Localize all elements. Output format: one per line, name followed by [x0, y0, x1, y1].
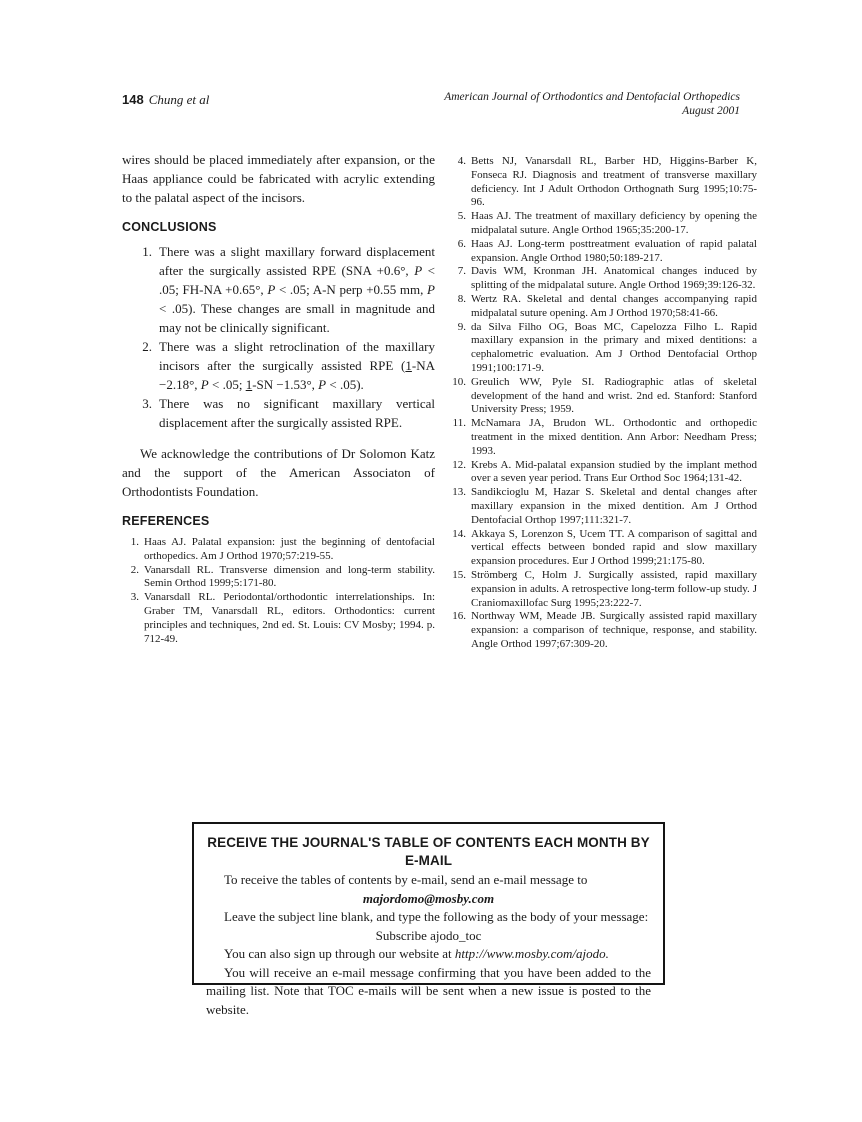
reference-text: Haas AJ. Long-term posttreatment evaluation of rapid palatal expansion. Angle Orthod 1980;50:189-217.: [471, 237, 757, 264]
reference-text: Krebs A. Mid-palatal expansion studied by the implant method over a seven year period. Trans Eur Orthod Soc 1964;131-42.: [471, 458, 757, 485]
toc-instruction-1: To receive the tables of contents by e-mail, send an e-mail message to: [224, 872, 588, 887]
acknowledgment-paragraph: We acknowledge the contributions of Dr Solomon Katz and the support of the American Associaton of Orthodontists Foundation.: [122, 446, 435, 499]
reference-text: Wertz RA. Skeletal and dental changes accompanying rapid midpalatal suture opening. Am J Orthod 1970;58:41-66.: [471, 292, 757, 319]
reference-text: Northway WM, Meade JB. Surgically assisted rapid maxillary expansion: a comparison of technique, response, and stability. Angle Orthod 1997;67:309-20.: [471, 610, 757, 650]
reference-number: 14.: [452, 527, 466, 540]
reference-text: McNamara JA, Brudon WL. Orthodontic and orthopedic treatment in the mixed dentition. Ann Arbor: Needham Press; 1993.: [471, 417, 757, 457]
reference-number: 3.: [130, 591, 139, 604]
running-header-right: [444, 90, 740, 118]
reference-item: [122, 591, 435, 646]
conclusion-number: 3.: [142, 396, 152, 411]
left-column: [122, 150, 435, 646]
conclusions-heading: CONCLUSIONS: [122, 220, 217, 234]
reference-text: Sandikcioglu M, Hazar S. Skeletal and dental changes after maxillary expansion in the mixed dentition. Am J Orthod Dentofacial Orthop 1997;111:321-7.: [471, 486, 757, 526]
reference-text: Davis WM, Kronman JH. Anatomical changes induced by splitting of the midpalatal suture. Angle Orthod 1969;39:126-32.: [471, 265, 757, 292]
reference-number: 10.: [452, 375, 466, 388]
reference-number: 7.: [457, 265, 466, 278]
conclusions-list: [122, 242, 435, 432]
reference-item: [449, 569, 757, 610]
issue-date: August 2001: [682, 105, 740, 117]
toc-website-line: You can also sign up through our website at http://www.mosby.com/ajodo.: [224, 946, 609, 961]
conclusion-number: 2.: [142, 339, 152, 354]
conclusion-item: [136, 242, 435, 337]
reference-text: Haas AJ. Palatal expansion: just the beginning of dentofacial orthopedics. Am J Orthod 1970;57:219-55.: [144, 536, 435, 562]
reference-text: Vanarsdall RL. Periodontal/orthodontic interrelationships. In: Graber TM, Vanarsdall RL, editors. Orthodontics: current principles and techniques, 2nd ed. St. Louis: CV Mosby; 1994. p. 712-49.: [144, 591, 435, 645]
toc-confirmation-note: You will receive an e-mail message confirming that you have been added to the mailing list. Note that TOC e-mails will be sent when a new issue is posted to the website.: [206, 964, 651, 1017]
conclusion-text: There was a slight maxillary forward displacement after the surgically assisted RPE (SNA +0.6°, P < .05; FH-NA +0.65°, P < .05; A-N perp +0.55 mm, P < .05). These changes are small in magnitude and may not be clinically significant.: [159, 244, 435, 335]
reference-item: [449, 610, 757, 651]
reference-text: Vanarsdall RL. Transverse dimension and long-term stability. Semin Orthod 1999;5:171-80.: [144, 563, 435, 590]
reference-number: 8.: [457, 292, 466, 305]
toc-instruction-2: Leave the subject line blank, and type the following as the body of your message:: [224, 909, 649, 924]
conclusion-item: [136, 337, 435, 394]
running-header-left: [122, 92, 209, 108]
reference-text: da Silva Filho OG, Boas MC, Capelozza Filho L. Rapid maxillary expansion in the primary and mixed dentitions: a cephalometric evaluation. Am J Orthod Dentofacial Orthop 1991;100:171-9.: [471, 320, 757, 374]
reference-item: [122, 536, 435, 564]
conclusion-text: There was a slight retroclination of the maxillary incisors after the surgically assisted RPE (1-NA −2.18°, P < .05; 1-SN −1.53°, P < .05).: [159, 339, 435, 392]
reference-number: 15.: [452, 568, 466, 581]
reference-number: 1.: [130, 536, 139, 548]
reference-number: 11.: [452, 417, 466, 430]
reference-item: [449, 155, 757, 210]
conclusion-item: [136, 394, 435, 432]
reference-number: 6.: [457, 237, 466, 250]
toc-email-box: [192, 822, 665, 1017]
toc-email-address: majordomo@mosby.com: [362, 890, 495, 906]
references-heading: REFERENCES: [122, 514, 210, 528]
toc-box-heading: RECEIVE THE JOURNAL'S TABLE OF CONTENTS EACH MONTH BY E-MAIL: [207, 835, 650, 868]
intro-paragraph: wires should be placed immediately after expansion, or the Haas appliance could be fabricated with acrylic extending to the palatal aspect of the incisors.: [122, 152, 435, 205]
reference-number: 5.: [457, 210, 466, 223]
page-number: 148: [122, 92, 144, 107]
conclusion-text: There was no significant maxillary vertical displacement after the surgically assisted RPE.: [159, 396, 435, 430]
reference-text: Betts NJ, Vanarsdall RL, Barber HD, Higgins-Barber K, Fonseca RJ. Diagnosis and treatment of transverse maxillary deficiency. Int J Adult Orthodon Orthognath Surg 1995;10:75-96.: [471, 155, 757, 209]
reference-text: Haas AJ. The treatment of maxillary deficiency by opening the midpalatal suture. Angle Orthod 1965;35:200-17.: [471, 210, 757, 236]
reference-item: [449, 528, 757, 569]
journal-name: American Journal of Orthodontics and Dentofacial Orthopedics: [444, 91, 740, 103]
reference-item: [449, 376, 757, 417]
reference-item: [449, 486, 757, 527]
references-list-right: [449, 155, 757, 652]
reference-number: 12.: [452, 458, 466, 471]
reference-text: Strömberg C, Holm J. Surgically assisted, rapid maxillary expansion in adults. A retrospective long-term follow-up study. J Craniomaxillofac Surg 1995;23:222-7.: [471, 568, 757, 609]
reference-item: [449, 293, 757, 321]
references-list-left: [122, 536, 435, 646]
reference-item: [449, 210, 757, 238]
reference-item: [449, 238, 757, 266]
reference-number: 9.: [457, 320, 466, 333]
reference-item: [122, 564, 435, 592]
reference-item: [449, 459, 757, 487]
reference-number: 13.: [452, 486, 466, 499]
reference-text: Akkaya S, Lorenzon S, Ucem TT. A comparison of sagittal and vertical effects between bonded rapid and slow maxillary expansion procedures. Eur J Orthod 1999;21:175-80.: [471, 527, 757, 568]
reference-number: 4.: [457, 155, 466, 167]
running-authors: Chung et al: [148, 92, 210, 107]
reference-number: 16.: [452, 610, 466, 623]
reference-number: 2.: [130, 563, 139, 576]
conclusion-number: 1.: [142, 244, 152, 259]
toc-subscribe-command: Subscribe ajodo_toc: [375, 927, 482, 943]
reference-item: [449, 321, 757, 376]
reference-item: [449, 265, 757, 293]
reference-text: Greulich WW, Pyle SI. Radiographic atlas of skeletal development of the hand and wrist. 2nd ed. Stanford: Stanford University Press; 1959.: [471, 375, 757, 416]
right-column: [449, 155, 757, 652]
reference-item: [449, 417, 757, 458]
